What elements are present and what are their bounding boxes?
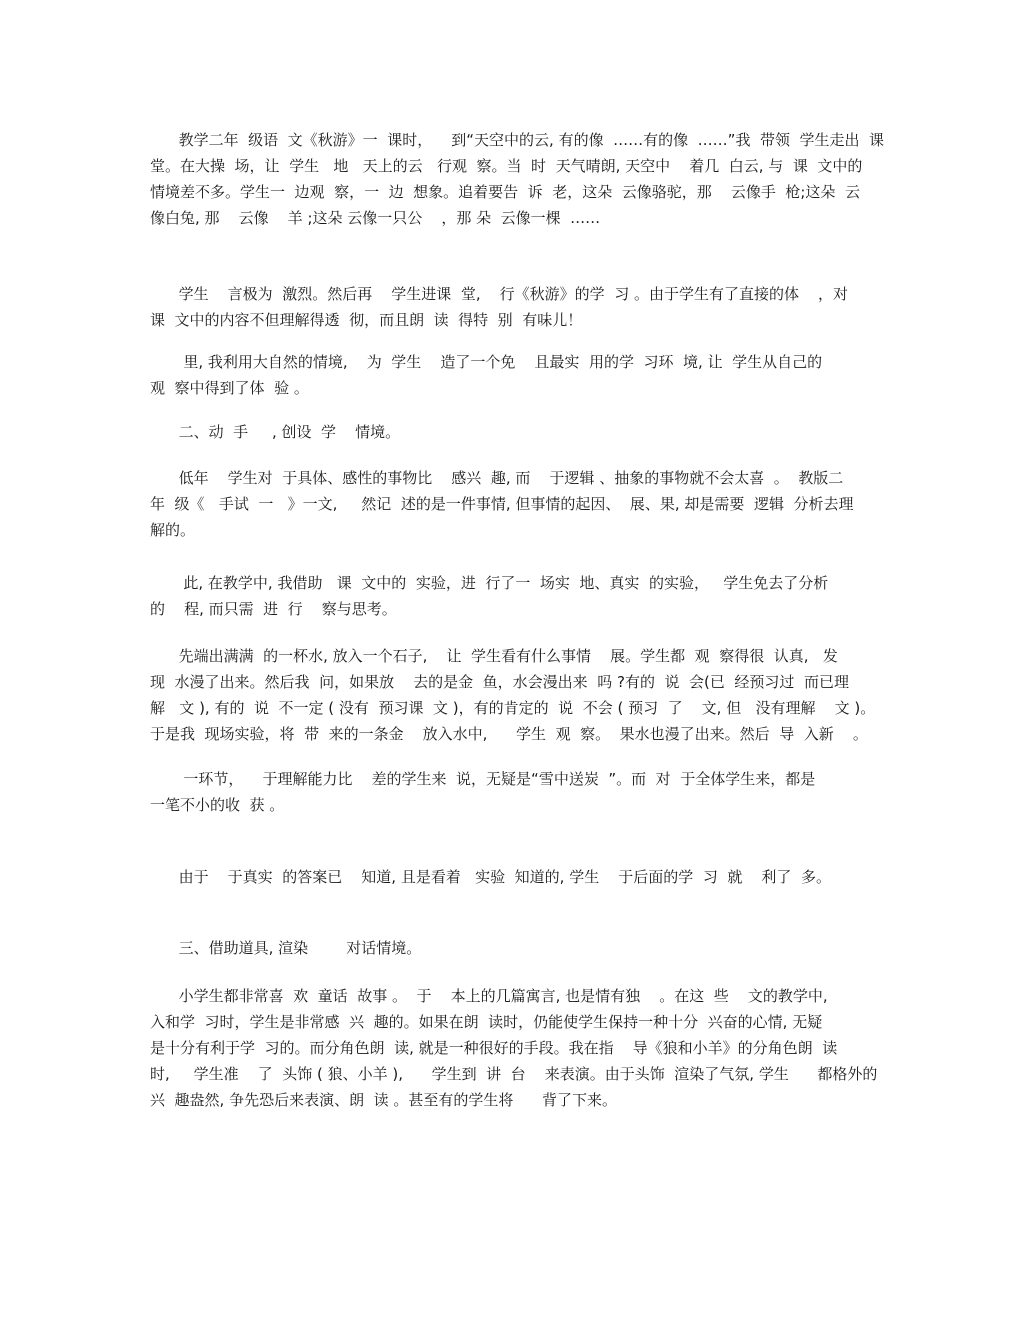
paragraph-6: [150, 643, 876, 747]
text-line: 先端出满满 的一杯水, 放入一个石子, 让 学生看有什么事情 展。学生都 观 察得很 认真, 发: [150, 647, 838, 665]
paragraph-1: [150, 127, 885, 231]
paragraph-2: [150, 281, 864, 333]
text-line: 现 水漫了出来。然后我 问，如果放 去的是金 鱼，水会漫出来 吗 ?有的 说 会(已 经预习过 而已理: [150, 673, 849, 691]
text-line: 时, 学生准 了 头饰 ( 狼、小羊 ), 学生到 讲 台 来表演。由于头饰 渲染了气氛, 学生 都格外的: [150, 1065, 878, 1083]
text-line: 课 文中的内容不但理解得透 彻，而且朗 读 得特 别 有味儿！: [150, 311, 583, 329]
text-line: 学生 言极为 激烈。然后再 学生进课 堂, 行《秋游》的学 习 。由于学生有了直接的体 ，对: [150, 285, 849, 303]
section-heading-2: [150, 419, 864, 445]
text-line: 教学二年 级语 文《秋游》一 课时， 到“天空中的云, 有的像 ……有的像 ……”我 带领 学生走出 课: [150, 131, 885, 149]
text-line: 此, 在教学中, 我借助 课 文中的 实验，进 行了一 场实 地、真实 的实验， 学生免去了分析: [150, 574, 829, 592]
text-line: 是十分有利于学 习的。而分角色朗 读, 就是一种很好的手段。我在指 导《狼和小羊》的分角色朗 读: [150, 1039, 838, 1057]
text-line: 由于 于真实 的答案已 知道, 且是看着 实验 知道的, 学生 于后面的学 习 就 利了 多。: [150, 868, 831, 886]
text-line: 低年 学生对 于具体、感性的事物比 感兴 趣, 而 于逻辑 、抽象的事物就不会太喜 。 教版二: [150, 469, 844, 487]
paragraph-5: [150, 570, 864, 622]
text-line: 入和学 习时，学生是非常感 兴 趣的。如果在朗 读时，仍能使学生保持一种十分 兴奋的心情, 无疑: [150, 1013, 823, 1031]
paragraph-7: [150, 766, 864, 818]
text-line: 的 程, 而只需 进 行 察与思考。: [150, 600, 397, 618]
section-heading-3: [150, 935, 864, 961]
text-line: 小学生都非常喜 欢 童话 故事 。 于 本上的几篇寓言, 也是情有独 。在这 些 文的教学中,: [150, 987, 828, 1005]
text-line: 于是我 现场实验，将 带 来的一条金 放入水中, 学生 观 察。 果水也漫了出来。然后 导 入新 。: [150, 725, 868, 743]
heading-line: 三、借助道具, 渲染 对话情境。: [150, 939, 422, 957]
text-line: 观 察中得到了体 验 。: [150, 379, 309, 397]
text-line: 情境差不多。学生一 边观 察，一 边 想象。追着要告 诉 老，这朵 云像骆驼，那 云像手 枪;这朵 云: [150, 183, 860, 201]
text-line: 堂。在大操 场，让 学生 地 天上的云 行观 察。当 时 天气晴朗, 天空中 着几 白云, 与 课 文中的: [150, 157, 863, 175]
paragraph-9: [150, 983, 878, 1113]
paragraph-8: [150, 864, 864, 890]
text-line: 年 级《 手试 一 》一文, 然记 述的是一件事情, 但事情的起因、 展、果, 却是需要 逻辑 分析去理: [150, 495, 854, 513]
text-line: 像白兔, 那 云像 羊 ;这朵 云像一只公 ，那 朵 云像一棵 ……: [150, 209, 601, 227]
text-line: 里, 我利用大自然的情境, 为 学生 造了一个免 且最实 用的学 习环 境, 让 学生从自己的: [150, 353, 823, 371]
heading-line: 二、动 手 , 创设 学 情境。: [150, 423, 401, 441]
text-line: 兴 趣盎然, 争先恐后来表演、朗 读 。甚至有的学生将 背了下来。: [150, 1091, 617, 1109]
text-line: 一笔不小的收 获 。: [150, 796, 285, 814]
paragraph-3: [150, 349, 864, 401]
text-line: 一环节， 于理解能力比 差的学生来 说，无疑是“雪中送炭 ”。而 对 于全体学生来，都是: [150, 770, 816, 788]
text-line: 解 文 ), 有的 说 不一定 ( 没有 预习课 文 )，有的肯定的 说 不会 ( 预习 了 文, 但 没有理解 文 )。: [150, 699, 876, 717]
paragraph-4: [150, 465, 864, 543]
text-line: 解的。: [150, 521, 196, 539]
